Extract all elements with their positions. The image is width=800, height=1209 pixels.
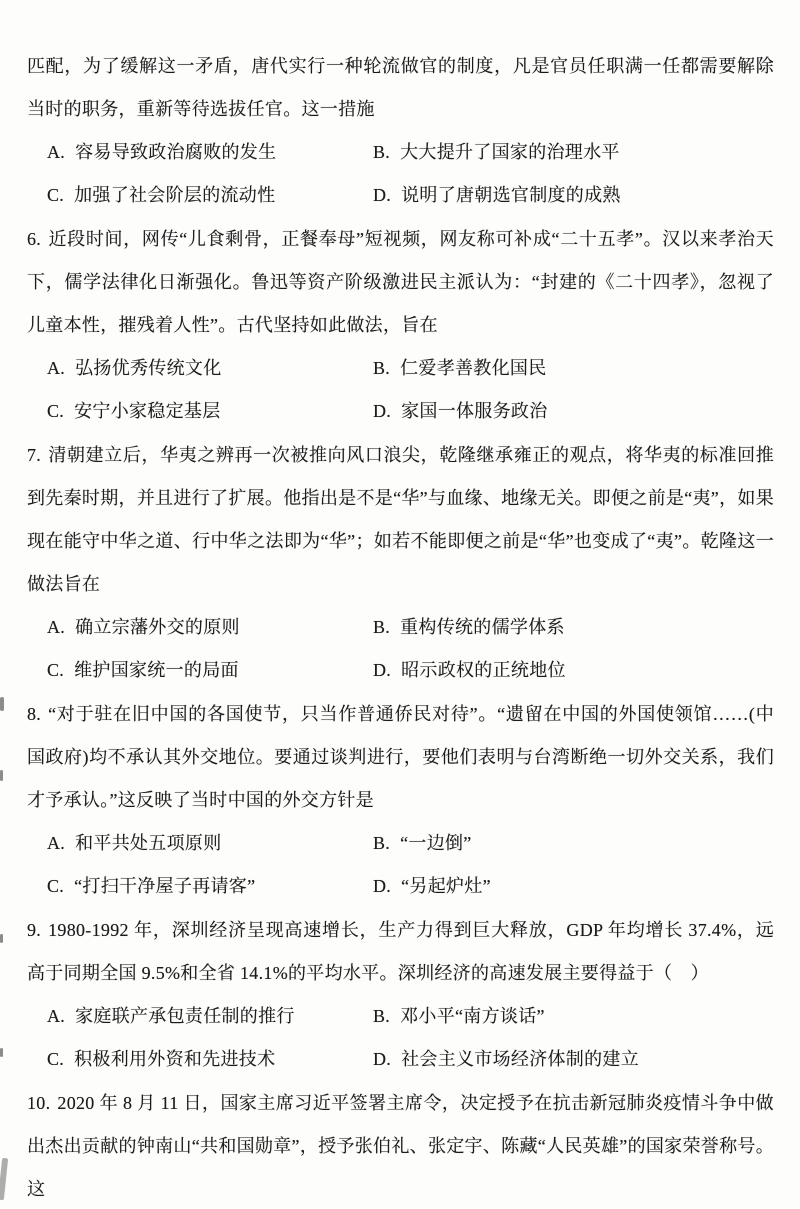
option-label: C. bbox=[47, 660, 65, 680]
option-d bbox=[373, 1038, 774, 1081]
option-label: D. bbox=[373, 1049, 392, 1069]
question-stem bbox=[27, 909, 774, 995]
question-text: 2020 年 8 月 11 日，国家主席习近平签署主席令，决定授予在抗击新冠肺炎疫情斗争中做出杰出贡献的钟南山“共和国勋章”，授予张伯礼、张定宇、陈藏“人民英雄”的国家荣誉称号。这 bbox=[27, 1093, 774, 1199]
option-text: 安宁小家稳定基层 bbox=[74, 401, 221, 421]
option-label: D. bbox=[373, 185, 392, 205]
option-b bbox=[373, 606, 774, 649]
options-row bbox=[47, 822, 774, 865]
option-text: 邓小平“南方谈话” bbox=[400, 1006, 545, 1026]
option-label: A. bbox=[47, 142, 66, 162]
question-text: “对于驻在旧中国的各国使节，只当作普通侨民对待”。“遗留在中国的外国使领馆……(中国政府)均不承认其外交地位。要通过谈判进行，要他们表明与台湾断绝一切外交关系，我们才予承认。”这反映了当时中国的外交方针是 bbox=[27, 704, 774, 810]
option-text: “另起炉灶” bbox=[401, 876, 491, 896]
option-a bbox=[47, 606, 373, 649]
question-block bbox=[27, 1082, 774, 1209]
question-text: 匹配，为了缓解这一矛盾，唐代实行一种轮流做官的制度，凡是官员任职满一任都需要解除当时的职务，重新等待选拔任官。这一措施 bbox=[27, 56, 774, 119]
question-stem bbox=[27, 45, 774, 131]
option-text: 确立宗藩外交的原则 bbox=[75, 617, 240, 637]
options-row bbox=[47, 1038, 774, 1081]
option-text: 维护国家统一的局面 bbox=[74, 660, 239, 680]
scan-smudge bbox=[0, 1158, 8, 1200]
options-row bbox=[47, 995, 774, 1038]
question-number: 6. bbox=[27, 229, 42, 249]
option-label: A. bbox=[47, 617, 66, 637]
option-text: 加强了社会阶层的流动性 bbox=[74, 185, 276, 205]
question-number: 9. bbox=[27, 920, 42, 940]
option-a bbox=[47, 131, 373, 174]
option-d bbox=[373, 865, 774, 908]
scan-smudge bbox=[0, 1048, 3, 1057]
option-c bbox=[47, 174, 373, 217]
options-row bbox=[47, 390, 774, 433]
option-label: D. bbox=[373, 401, 392, 421]
option-label: B. bbox=[373, 617, 391, 637]
option-label: D. bbox=[373, 876, 392, 896]
question-block bbox=[27, 434, 774, 692]
option-b bbox=[373, 995, 774, 1038]
scan-smudge bbox=[0, 770, 3, 781]
option-text: 家国一体服务政治 bbox=[401, 401, 548, 421]
option-c bbox=[47, 865, 373, 908]
question-number: 7. bbox=[27, 445, 42, 465]
options-row bbox=[47, 174, 774, 217]
option-label: C. bbox=[47, 1049, 65, 1069]
question-block bbox=[27, 45, 774, 217]
option-text: 仁爱孝善教化国民 bbox=[400, 358, 547, 378]
option-label: A. bbox=[47, 1006, 66, 1026]
option-d bbox=[373, 649, 774, 692]
question-text: 近段时间，网传“儿食剩骨，正餐奉母”短视频，网友称可补成“二十五孝”。汉以来孝治天下，儒学法律化日渐强化。鲁迅等资产阶级激进民主派认为：“封建的《二十四孝》，忽视了儿童本性，摧残着人性”。古代坚持如此做法，旨在 bbox=[27, 229, 774, 335]
options-row bbox=[47, 131, 774, 174]
option-text: 和平共处五项原则 bbox=[75, 833, 222, 853]
options-row bbox=[47, 347, 774, 390]
option-d bbox=[373, 174, 774, 217]
option-a bbox=[47, 822, 373, 865]
question-text: 清朝建立后，华夷之辨再一次被推向风口浪尖，乾隆继承雍正的观点，将华夷的标准回推到先秦时期，并且进行了扩展。他指出是不是“华”与血缘、地缘无关。即便之前是“夷”，如果现在能守中华之道、行中华之法即为“华”；如若不能即便之前是“华”也变成了“夷”。乾隆这一做法旨在 bbox=[27, 445, 774, 594]
option-label: C. bbox=[47, 401, 65, 421]
option-text: 重构传统的儒学体系 bbox=[400, 617, 565, 637]
option-b bbox=[373, 131, 774, 174]
option-c bbox=[47, 390, 373, 433]
option-label: B. bbox=[373, 1006, 391, 1026]
options-row bbox=[47, 649, 774, 692]
option-label: C. bbox=[47, 185, 65, 205]
option-a bbox=[47, 347, 373, 390]
question-text: 1980-1992 年，深圳经济呈现高速增长，生产力得到巨大释放，GDP 年均增长 37.4%，远高于同期全国 9.5%和全省 14.1%的平均水平。深圳经济的高速发展主要得益于（ ） bbox=[27, 920, 774, 983]
option-text: 容易导致政治腐败的发生 bbox=[75, 142, 277, 162]
option-text: 说明了唐朝选官制度的成熟 bbox=[401, 185, 621, 205]
options-row bbox=[47, 865, 774, 908]
options-row bbox=[47, 606, 774, 649]
option-c bbox=[47, 649, 373, 692]
option-label: B. bbox=[373, 142, 391, 162]
option-b bbox=[373, 347, 774, 390]
option-text: 积极利用外资和先进技术 bbox=[74, 1049, 276, 1069]
option-text: 社会主义市场经济体制的建立 bbox=[401, 1049, 640, 1069]
page-content bbox=[27, 45, 774, 1209]
option-text: 弘扬优秀传统文化 bbox=[75, 358, 222, 378]
option-label: D. bbox=[373, 660, 392, 680]
question-stem bbox=[27, 693, 774, 822]
option-text: “一边倒” bbox=[400, 833, 472, 853]
option-text: 大大提升了国家的治理水平 bbox=[400, 142, 620, 162]
option-b bbox=[373, 822, 774, 865]
question-block bbox=[27, 218, 774, 433]
question-stem bbox=[27, 218, 774, 347]
option-a bbox=[47, 995, 373, 1038]
question-block bbox=[27, 909, 774, 1081]
option-label: B. bbox=[373, 358, 391, 378]
option-text: 家庭联产承包责任制的推行 bbox=[75, 1006, 295, 1026]
question-block bbox=[27, 693, 774, 908]
option-label: B. bbox=[373, 833, 391, 853]
option-label: A. bbox=[47, 358, 66, 378]
question-number: 10. bbox=[27, 1093, 51, 1113]
option-c bbox=[47, 1038, 373, 1081]
scan-smudge bbox=[0, 934, 3, 943]
option-d bbox=[373, 390, 774, 433]
option-text: 昭示政权的正统地位 bbox=[401, 660, 566, 680]
question-stem bbox=[27, 1082, 774, 1209]
option-label: A. bbox=[47, 833, 66, 853]
question-stem bbox=[27, 434, 774, 606]
option-text: “打扫干净屋子再请客” bbox=[74, 876, 256, 896]
scan-smudge bbox=[0, 697, 4, 711]
question-number: 8. bbox=[27, 704, 42, 724]
option-label: C. bbox=[47, 876, 65, 896]
